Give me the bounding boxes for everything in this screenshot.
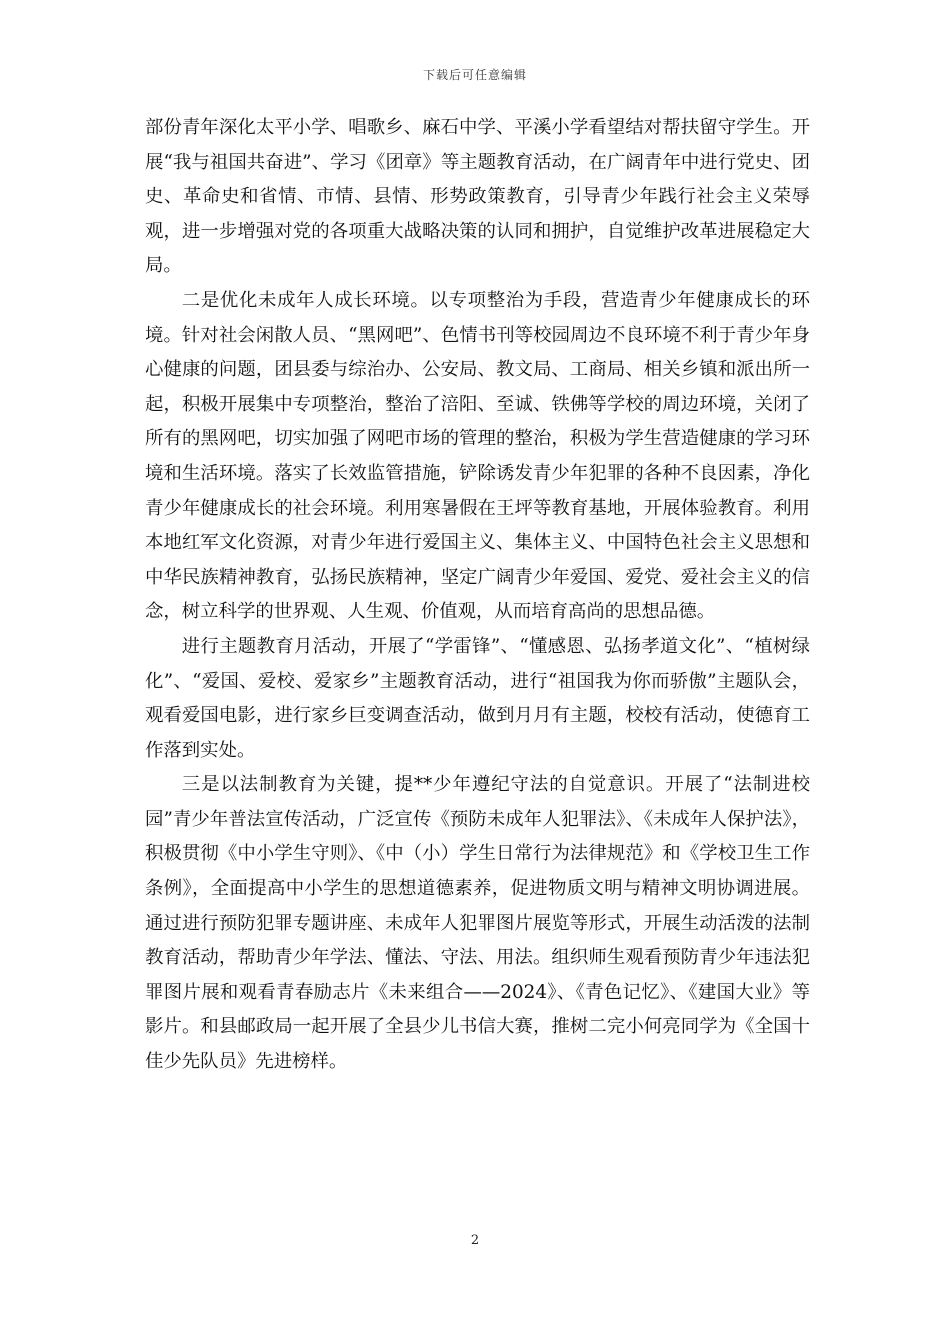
- page-header: 下载后可任意编辑: [422, 68, 527, 82]
- paragraph: 二是优化未成年人成长环境。以专项整治为手段，营造青少年健康成长的环境。针对社会闲散人员、“黑网吧”、色情书刊等校园周边不良环境不利于青少年身心健康的问题，团县委与综治办、公安局、教文局、工商局、相关乡镇和派出所一起，积极开展集中专项整治，整治了涪阳、至诚、铁佛等学校的周边环境，关闭了所有的黑网吧，切实加强了网吧市场的管理的整治，积极为学生营造健康的学习环境和生活环境。落实了长效监管措施，铲除诱发青少年犯罪的各种不良因素，净化青少年健康成长的社会环境。利用寒暑假在王坪等教育基地，开展体验教育。利用本地红军文化资源，对青少年进行爱国主义、集体主义、中国特色社会主义思想和中华民族精神教育，弘扬民族精神，坚定广阔青少年爱国、爱党、爱社会主义的信念，树立科学的世界观、人生观、价值观，从而培育高尚的思想品德。: [145, 289, 810, 623]
- paragraph: 进行主题教育月活动，开展了“学雷锋”、“懂感恩、弘扬孝道文化”、“植树绿化”、“爱国、爱校、爱家乡”主题教育活动，进行“祖国我为你而骄傲”主题队会，观看爱国电影，进行家乡巨变调查活动，做到月月有主题，校校有活动，使德育工作落到实处。: [145, 635, 810, 761]
- paragraph: 三是以法制教育为关键，提**少年遵纪守法的自觉意识。开展了“法制进校园”青少年普法宣传活动，广泛宣传《预防未成年人犯罪法》、《未成年人保护法》，积极贯彻《中小学生守则》、《中（小）学生日常行为法律规范》和《学校卫生工作条例》，全面提高中小学生的思想道德素养，促进物质文明与精神文明协调进展。通过进行预防犯罪专题讲座、未成年人犯罪图片展览等形式，开展生动活泼的法制教育活动，帮助青少年学法、懂法、守法、用法。组织师生观看预防青少年违法犯罪图片展和观看青春励志片《未来组合——2024》、《青色记忆》、《建国大业》等影片。和县邮政局一起开展了全县少儿书信大赛，推树二完小何亮同学为《全国十佳少先队员》先进榜样。: [145, 774, 810, 1073]
- page-number: 2: [470, 1233, 480, 1248]
- document-body: [145, 111, 810, 1080]
- paragraph: 部份青年深化太平小学、唱歌乡、麻石中学、平溪小学看望结对帮扶留守学生。开展“我与祖国共奋进”、学习《团章》等主题教育活动，在广阔青年中进行党史、团史、革命史和省情、市情、县情、形势政策教育，引导青少年践行社会主义荣辱观，进一步增强对党的各项重大战略决策的认同和拥护，自觉维护改革进展稳定大局。: [145, 117, 810, 277]
